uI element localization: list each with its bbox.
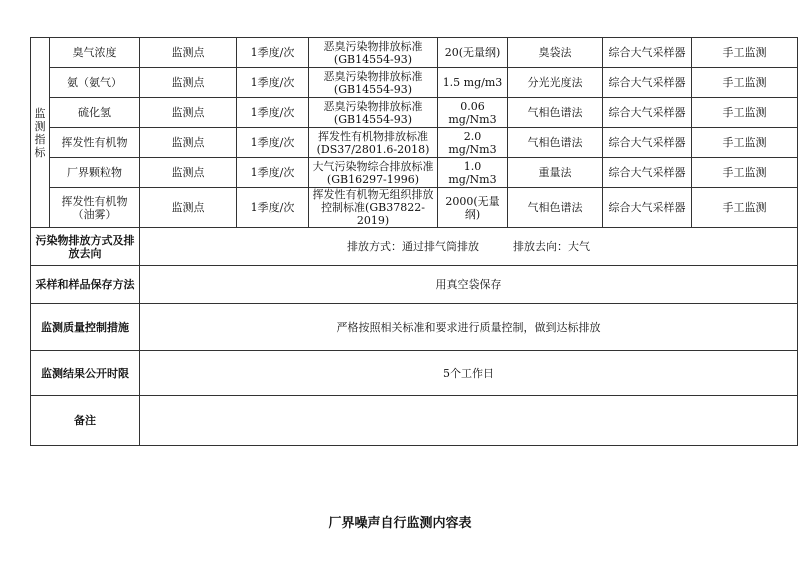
sampling-row: [31, 266, 798, 304]
monitoring-table: [30, 37, 798, 446]
method-cell: 气相色谱法: [508, 98, 603, 128]
point-cell: 监测点: [140, 188, 237, 228]
disclosure-value: 5个工作日: [140, 351, 798, 396]
remark-label: 备注: [31, 396, 140, 446]
freq-cell: 1季度/次: [237, 98, 309, 128]
discharge-row: [31, 228, 798, 266]
freq-cell: 1季度/次: [237, 38, 309, 68]
standard-cell: 恶臭污染物排放标准(GB14554-93): [309, 38, 438, 68]
table-row: [31, 128, 798, 158]
indicator-cell: 硫化氢: [50, 98, 140, 128]
indicator-cell: 臭气浓度: [50, 38, 140, 68]
limit-cell: 0.06 mg/Nm3: [438, 98, 508, 128]
remark-row: [31, 396, 798, 446]
sampling-label: 采样和样品保存方法: [31, 266, 140, 304]
method-cell: 气相色谱法: [508, 128, 603, 158]
standard-cell: 挥发性有机物无组织排放控制标准(GB37822-2019): [309, 188, 438, 228]
disclosure-label: 监测结果公开时限: [31, 351, 140, 396]
freq-cell: 1季度/次: [237, 158, 309, 188]
method-cell: 气相色谱法: [508, 188, 603, 228]
limit-cell: 2.0 mg/Nm3: [438, 128, 508, 158]
freq-cell: 1季度/次: [237, 68, 309, 98]
next-table-title: 厂界噪声自行监测内容表: [328, 516, 472, 531]
indicator-cell: 挥发性有机物（油雾）: [50, 188, 140, 228]
instrument-cell: 综合大气采样器: [603, 68, 692, 98]
freq-cell: 1季度/次: [237, 188, 309, 228]
quality-value: 严格按照相关标准和要求进行质量控制，做到达标排放: [140, 304, 798, 351]
standard-cell: 恶臭污染物排放标准(GB14554-93): [309, 98, 438, 128]
remark-value: [140, 396, 798, 446]
standard-cell: 挥发性有机物排放标准(DS37/2801.6-2018): [309, 128, 438, 158]
standard-cell: 恶臭污染物排放标准(GB14554-93): [309, 68, 438, 98]
limit-cell: 20(无量纲): [438, 38, 508, 68]
standard-cell: 大气污染物综合排放标准(GB16297-1996): [309, 158, 438, 188]
quality-row: [31, 304, 798, 351]
point-cell: 监测点: [140, 158, 237, 188]
freq-cell: 1季度/次: [237, 128, 309, 158]
mode-cell: 手工监测: [692, 98, 798, 128]
instrument-cell: 综合大气采样器: [603, 98, 692, 128]
limit-cell: 1.0 mg/Nm3: [438, 158, 508, 188]
table-row: [31, 68, 798, 98]
indicator-cell: 氨（氨气）: [50, 68, 140, 98]
point-cell: 监测点: [140, 38, 237, 68]
table-row: [31, 158, 798, 188]
disclosure-row: [31, 351, 798, 396]
method-cell: 分光光度法: [508, 68, 603, 98]
discharge-label: 污染物排放方式及排放去向: [31, 228, 140, 266]
mode-cell: 手工监测: [692, 128, 798, 158]
discharge-value: [140, 228, 798, 266]
mode-cell: 手工监测: [692, 38, 798, 68]
instrument-cell: 综合大气采样器: [603, 38, 692, 68]
indicator-cell: 挥发性有机物: [50, 128, 140, 158]
limit-cell: 2000(无量纲): [438, 188, 508, 228]
instrument-cell: 综合大气采样器: [603, 128, 692, 158]
point-cell: 监测点: [140, 68, 237, 98]
table-row: [31, 188, 798, 228]
side-label: 监 测 指 标: [31, 38, 50, 228]
discharge-method: 排放方式：通过排气筒排放: [347, 240, 479, 253]
limit-cell: 1.5 mg/m3: [438, 68, 508, 98]
indicator-cell: 厂界颗粒物: [50, 158, 140, 188]
discharge-destination: 排放去向：大气: [513, 240, 590, 253]
sampling-value: 用真空袋保存: [140, 266, 798, 304]
mode-cell: 手工监测: [692, 158, 798, 188]
method-cell: 臭袋法: [508, 38, 603, 68]
instrument-cell: 综合大气采样器: [603, 158, 692, 188]
method-cell: 重量法: [508, 158, 603, 188]
point-cell: 监测点: [140, 98, 237, 128]
mode-cell: 手工监测: [692, 68, 798, 98]
table-row: [31, 98, 798, 128]
table-row: [31, 38, 798, 68]
instrument-cell: 综合大气采样器: [603, 188, 692, 228]
mode-cell: 手工监测: [692, 188, 798, 228]
quality-label: 监测质量控制措施: [31, 304, 140, 351]
point-cell: 监测点: [140, 128, 237, 158]
